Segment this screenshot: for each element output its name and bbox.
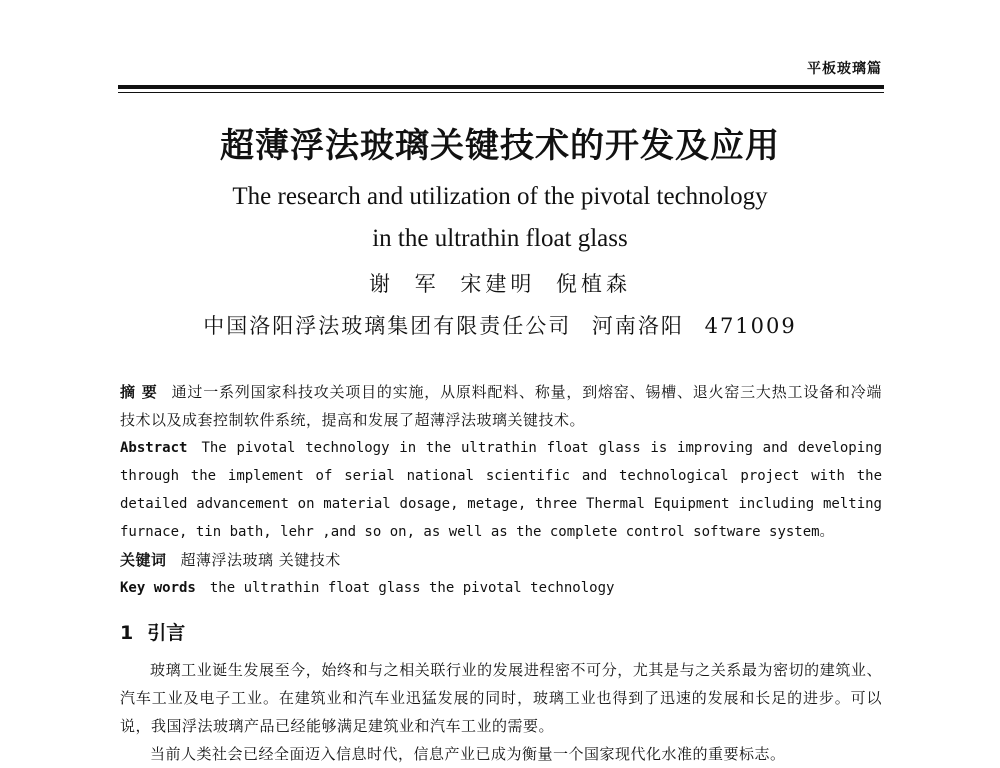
- title-chinese: 超薄浮法玻璃关键技术的开发及应用: [220, 126, 780, 166]
- keywords-english-text: the ultrathin float glass the pivotal technology: [209, 580, 615, 596]
- abstract-chinese-text: 通过一系列国家科技攻关项目的实施，从原料配料、称量，到熔窑、锡槽、退火窑三大热工设备和冷端技术以及成套控制软件系统，提高和发展了超薄浮法玻璃关键技术。: [120, 383, 882, 429]
- keywords-english: [120, 574, 882, 602]
- authors: 谢 军 宋建明 倪植森: [368, 272, 632, 296]
- intro-paragraph-2: 当前人类社会已经全面迈入信息时代，信息产业已成为衡量一个国家现代化水准的重要标志。: [150, 745, 786, 763]
- section-tag: 平板玻璃篇: [807, 61, 882, 77]
- intro-paragraph-1: 玻璃工业诞生发展至今，始终和与之相关联行业的发展进程密不可分，尤其是与之关系最为密切的建筑业、汽车工业及电子工业。在建筑业和汽车业迅猛发展的同时，玻璃工业也得到了迅速的发展和长足的进步。可以说，我国浮法玻璃产品已经能够满足建筑业和汽车工业的需要。: [120, 661, 882, 735]
- title-english-line2: in the ultrathin float glass: [372, 225, 628, 252]
- keywords-chinese-label: 关键词: [120, 551, 167, 569]
- abstract-english-text: The pivotal technology in the ultrathin float glass is improving and developing through the implement of serial national scientific and technological project with the detailed advancement on material dosage, metage, three Thermal Equipment including melting furnace, tin bath, lehr ,and so on, as well as the complete control software system。: [120, 440, 882, 540]
- section-heading: [120, 618, 185, 645]
- keywords-english-label: Key words: [120, 580, 196, 596]
- abstract-chinese: [120, 378, 882, 434]
- keywords-chinese: [120, 546, 882, 574]
- keywords-chinese-text: 超薄浮法玻璃 关键技术: [180, 551, 341, 569]
- section-title: 引言: [147, 622, 186, 644]
- affiliation: 中国洛阳浮法玻璃集团有限责任公司 河南洛阳 471009: [203, 314, 797, 338]
- abstract-chinese-label: 摘 要: [120, 383, 158, 401]
- header-rule-thin: [118, 92, 884, 93]
- header-rule-thick: [118, 85, 884, 89]
- title-english-line1: The research and utilization of the pivotal technology: [232, 183, 768, 210]
- abstract-english-label: Abstract: [120, 440, 188, 456]
- section-number: 1: [120, 622, 134, 644]
- abstract-english: [120, 434, 882, 546]
